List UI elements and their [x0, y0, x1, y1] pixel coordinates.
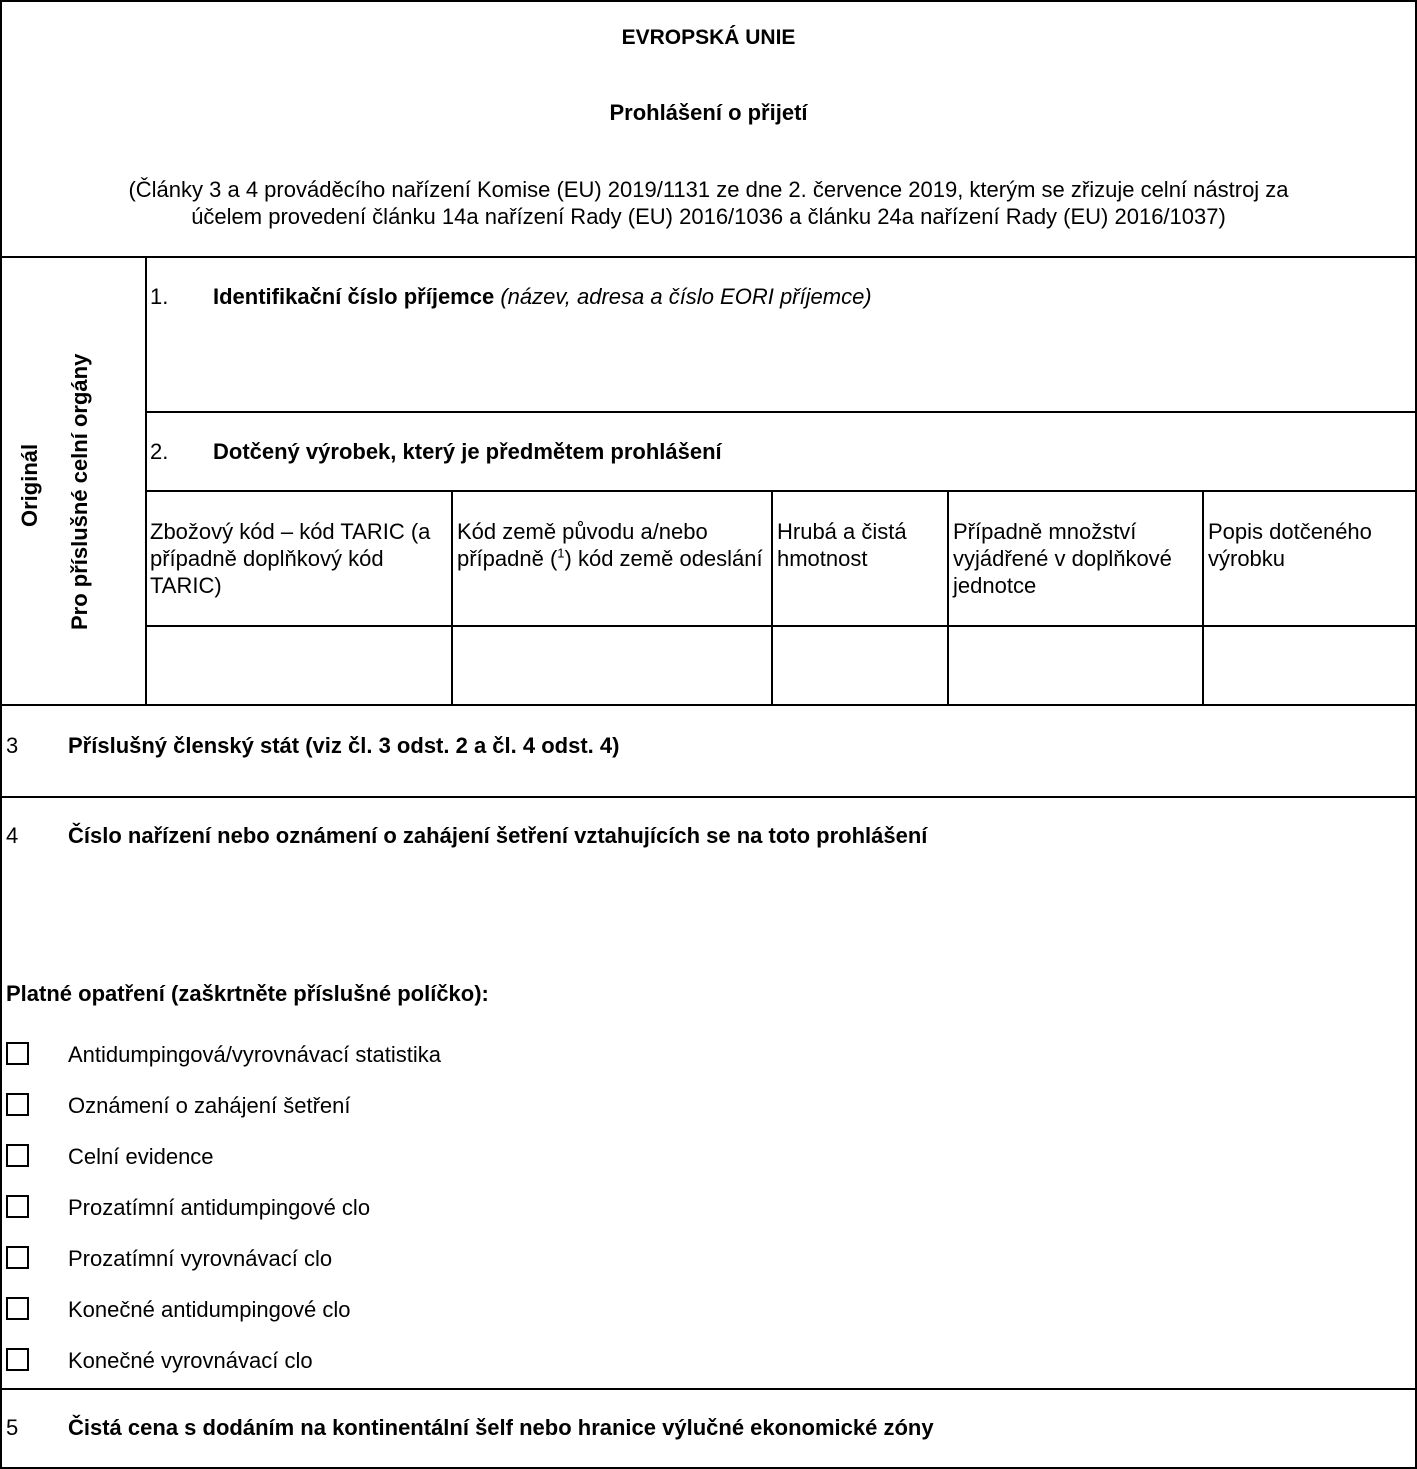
- box4-title: Číslo nařízení nebo oznámení o zahájení šetření vztahujících se na toto prohlášení: [68, 823, 928, 848]
- box4-regulation-field[interactable]: [2, 856, 1415, 966]
- box3-title: Příslušný členský stát (viz čl. 3 odst. 2 a čl. 4 odst. 4): [68, 733, 620, 758]
- checkbox-definitive-antidumping[interactable]: [6, 1297, 29, 1320]
- box5-title: Čistá cena s dodáním na kontinentální šelf nebo hranice výlučné ekonomické zóny: [68, 1415, 934, 1440]
- checkbox-initiation-notice[interactable]: [6, 1093, 29, 1116]
- option-initiation-notice-label: Oznámení o zahájení šetření: [68, 1093, 351, 1118]
- box1-label: Identifikační číslo příjemce: [213, 284, 495, 309]
- product-cell-quantity[interactable]: [949, 627, 1202, 704]
- box1-hint: (název, adresa a číslo EORI příjemce): [500, 284, 872, 309]
- option-customs-registration-label: Celní evidence: [68, 1144, 214, 1169]
- side-label-authority: Pro příslušné celní orgány: [67, 353, 92, 630]
- col-header-commodity-code: Zbožový kód – kód TARIC (a případně doplňkový kód TARIC): [150, 519, 431, 598]
- col-header-country-code: Kód země původu a/nebo případně ($^1$) kód země odeslání: [457, 519, 763, 571]
- document-title: Prohlášení o přijetí: [609, 100, 808, 125]
- legal-basis-line1: (Články 3 a 4 prováděcího nařízení Komise (EU) 2019/1131 ze dne 2. července 2019, kterým se zřizuje celní nástroj za: [128, 177, 1289, 202]
- option-provisional-countervailing-label: Prozatímní vyrovnávací clo: [68, 1246, 333, 1271]
- box1-number: 1.: [150, 284, 169, 309]
- product-cell-weight[interactable]: [773, 627, 947, 704]
- divider-box3: [0, 796, 1417, 798]
- product-cell-commodity-code[interactable]: [147, 627, 451, 704]
- box1-recipient-field[interactable]: [147, 318, 1415, 410]
- option-provisional-antidumping-label: Prozatímní antidumpingové clo: [68, 1195, 371, 1220]
- col-header-description: Popis dotčeného výrobku: [1208, 519, 1372, 571]
- checkbox-customs-registration[interactable]: [6, 1144, 29, 1167]
- checkbox-provisional-antidumping[interactable]: [6, 1195, 29, 1218]
- box4-number: 4: [6, 823, 19, 848]
- product-cell-description[interactable]: [1204, 627, 1415, 704]
- product-cell-country-code[interactable]: [453, 627, 771, 704]
- option-definitive-antidumping-label: Konečné antidumpingové clo: [68, 1297, 351, 1322]
- measures-title: Platné opatření (zaškrtněte příslušné políčko):: [6, 981, 489, 1006]
- col-header-quantity: Případně množství vyjádřené v doplňkové jednotce: [953, 519, 1172, 598]
- box3-number: 3: [6, 733, 19, 758]
- box5-number: 5: [6, 1415, 19, 1440]
- side-label-original: Originál: [17, 443, 42, 527]
- option-statistics-label: Antidumpingová/vyrovnávací statistika: [68, 1042, 441, 1067]
- box2-title: Dotčený výrobek, který je předmětem prohlášení: [213, 439, 722, 464]
- legal-basis-line2: účelem provedení článku 14a nařízení Rady (EU) 2016/1036 a článku 24a nařízení Rady (EU) 2016/1037): [191, 204, 1226, 229]
- border-top: [0, 0, 1417, 2]
- divider-box4: [0, 1388, 1417, 1390]
- box1-title: [213, 283, 872, 310]
- checkbox-provisional-countervailing[interactable]: [6, 1246, 29, 1269]
- box2-number: 2.: [150, 439, 169, 464]
- divider-box1: [145, 411, 1417, 413]
- checkbox-definitive-countervailing[interactable]: [6, 1348, 29, 1371]
- option-definitive-countervailing-label: Konečné vyrovnávací clo: [68, 1348, 313, 1373]
- divider-header: [0, 256, 1417, 258]
- divider-box2: [0, 704, 1417, 706]
- divider-box2-title: [145, 490, 1417, 492]
- checkbox-statistics[interactable]: [6, 1042, 29, 1065]
- col-header-weight: Hrubá a čistá hmotnost: [777, 519, 907, 571]
- union-heading: EVROPSKÁ UNIE: [621, 26, 796, 49]
